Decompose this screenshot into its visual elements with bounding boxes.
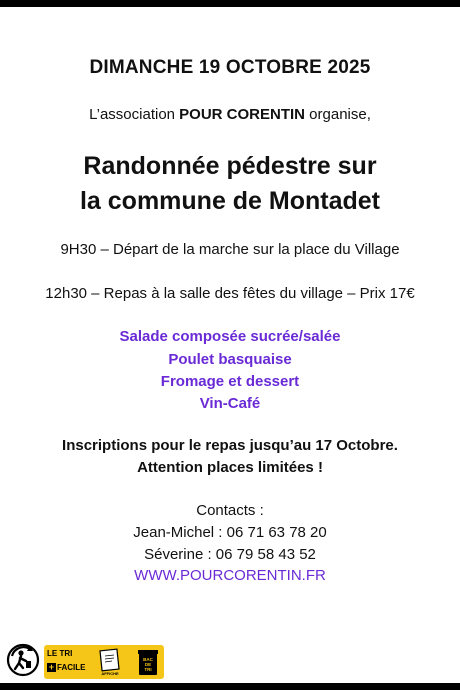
menu-item: Vin-Café: [199, 395, 261, 412]
svg-text:BAC: BAC: [143, 657, 153, 662]
contacts-heading: Contacts :: [196, 502, 264, 519]
svg-text:TRI: TRI: [144, 667, 152, 672]
event-title-line-1: Randonnée pédestre sur: [83, 152, 377, 180]
tri-facile-badge: [44, 645, 164, 679]
association-name: POUR CORENTIN: [179, 106, 306, 123]
contact-severine: Séverine : 06 79 58 43 52: [144, 546, 316, 563]
association-prefix: L’association: [89, 106, 180, 123]
menu-item: Fromage et dessert: [160, 373, 300, 390]
menu-item: Salade composée sucrée/salée: [119, 328, 341, 345]
registration-deadline: Inscriptions pour le repas jusqu’au 17 Octobre.: [62, 437, 398, 454]
association-line: [0, 106, 460, 123]
schedule-departure: 9H30 – Départ de la marche sur la place du Village: [60, 241, 400, 258]
facile-label: + FACILE: [48, 662, 86, 672]
schedule-meal: 12h30 – Repas à la salle des fêtes du village – Prix 17€: [45, 285, 415, 302]
limited-places-warning: Attention places limitées !: [137, 459, 323, 476]
recycle-person-icon: [6, 643, 40, 677]
top-border: [0, 0, 460, 7]
contact-jean-michel: Jean-Michel : 06 71 63 78 20: [133, 524, 327, 541]
bottom-border: [0, 683, 460, 690]
event-title-line-2: la commune de Montadet: [79, 187, 381, 215]
plus-icon: +: [48, 662, 55, 672]
poster-icon: [99, 648, 121, 676]
menu-item: Poulet basquaise: [168, 351, 292, 368]
event-date: DIMANCHE 19 OCTOBRE 2025: [89, 57, 371, 78]
affiche-label: AFFICHE: [101, 671, 119, 676]
association-suffix: organise,: [305, 106, 371, 123]
website-link[interactable]: WWW.POURCORENTIN.FR: [134, 567, 326, 584]
svg-text:DE: DE: [144, 662, 152, 667]
recycling-bin-icon: [136, 647, 160, 677]
tri-label: LE TRI: [47, 649, 73, 658]
